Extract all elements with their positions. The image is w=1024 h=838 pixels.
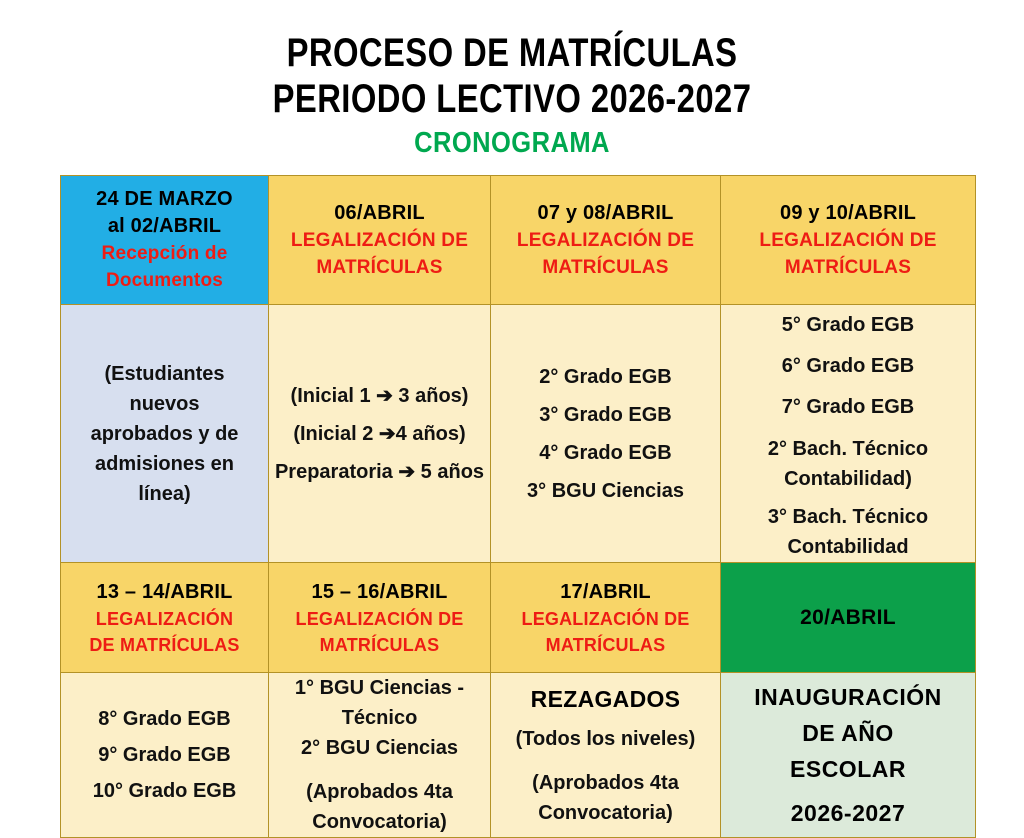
header-cell-07-08-abril[interactable] xyxy=(491,176,721,305)
header-cell-20-abril[interactable] xyxy=(721,563,976,673)
body-line: Técnico xyxy=(341,707,418,729)
date-label-line-1: 24 DE MARZO xyxy=(96,188,233,210)
date-label-line-1: 07 y 08/ABRIL xyxy=(537,201,674,224)
page-subtitle: CRONOGRAMA xyxy=(414,127,610,159)
body-line: (Estudiantes xyxy=(104,362,225,385)
activity-label-line-1: LEGALIZACIÓN DE xyxy=(290,229,469,251)
body-cell-bgu-1-2[interactable] xyxy=(269,673,491,838)
body-line: 3° Bach. Técnico xyxy=(767,506,929,528)
schedule-table xyxy=(60,175,976,838)
header-cell-24-marzo-02-abril[interactable] xyxy=(61,176,269,305)
page-title-line-1: PROCESO DE MATRÍCULAS xyxy=(286,31,738,75)
header-cell-15-16-abril[interactable] xyxy=(269,563,491,673)
activity-label-line-1: LEGALIZACIÓN xyxy=(95,608,234,629)
body-line: 8° Grado EGB xyxy=(98,708,231,730)
body-line: línea) xyxy=(138,482,191,505)
date-label-line-1: 09 y 10/ABRIL xyxy=(780,201,916,224)
note-line: Convocatoria) xyxy=(538,802,673,824)
body-line: 5° Grado EGB xyxy=(781,314,915,336)
body-line: 6° Grado EGB xyxy=(781,355,915,377)
body-cell-grados-2-4-bgu3[interactable] xyxy=(491,305,721,563)
body-cell-estudiantes-nuevos[interactable] xyxy=(61,305,269,563)
body-line: 10° Grado EGB xyxy=(92,780,237,802)
activity-label-line-1: LEGALIZACIÓN DE xyxy=(516,229,695,251)
body-cell-inicial-preparatoria[interactable] xyxy=(269,305,491,563)
activity-label-line-2: DE MATRÍCULAS xyxy=(89,634,240,655)
body-title: REZAGADOS xyxy=(530,686,681,712)
header-cell-17-abril[interactable] xyxy=(491,563,721,673)
body-line: ESCOLAR xyxy=(790,756,906,782)
body-line: 2° Grado EGB xyxy=(539,365,672,388)
body-line: (Inicial 2 ➔4 años) xyxy=(293,422,466,445)
note-line: (Aprobados 4ta xyxy=(532,772,679,794)
table-row-header-1 xyxy=(61,176,976,305)
body-line: Preparatoria ➔ 5 años xyxy=(274,460,485,483)
activity-label-line-2: MATRÍCULAS xyxy=(545,634,666,655)
page-title-line-2: PERIODO LECTIVO 2026-2027 xyxy=(272,77,752,121)
activity-label-line-2: Documentos xyxy=(105,270,224,291)
body-line: 2° BGU Ciencias xyxy=(301,737,458,759)
body-line: aprobados y de xyxy=(90,422,239,445)
body-line: INAUGURACIÓN xyxy=(754,684,942,710)
body-line: 9° Grado EGB xyxy=(98,744,231,766)
table-row-body-1 xyxy=(61,305,976,563)
body-line: 1° BGU Ciencias - xyxy=(294,677,465,699)
activity-label-line-2: MATRÍCULAS xyxy=(542,256,669,278)
body-line: admisiones en xyxy=(95,452,234,475)
activity-label-line-2: MATRÍCULAS xyxy=(319,634,440,655)
body-line: 7° Grado EGB xyxy=(781,396,915,418)
table-row-body-2 xyxy=(61,673,976,838)
body-cell-rezagados[interactable] xyxy=(491,673,721,838)
body-cell-inauguracion[interactable] xyxy=(721,673,976,838)
body-line: (Inicial 1 ➔ 3 años) xyxy=(290,384,469,407)
body-line: 3° BGU Ciencias xyxy=(527,479,684,502)
body-line: 2° Bach. Técnico xyxy=(767,438,929,460)
date-label-line-2: al 02/ABRIL xyxy=(107,215,222,237)
header-cell-09-10-abril[interactable] xyxy=(721,176,976,305)
date-label-line-1: 15 – 16/ABRIL xyxy=(311,580,448,603)
date-label-line-1: 06/ABRIL xyxy=(334,201,425,224)
body-line: 4° Grado EGB xyxy=(539,441,672,464)
activity-label-line-2: MATRÍCULAS xyxy=(316,256,443,278)
body-cell-grados-8-10[interactable] xyxy=(61,673,269,838)
body-line: 2026-2027 xyxy=(790,800,906,826)
header-cell-13-14-abril[interactable] xyxy=(61,563,269,673)
activity-label-line-1: LEGALIZACIÓN DE xyxy=(521,608,690,629)
header-cell-06-abril[interactable] xyxy=(269,176,491,305)
activity-label-line-1: LEGALIZACIÓN DE xyxy=(759,229,937,251)
body-line: Contabilidad) xyxy=(784,468,912,490)
activity-label-line-1: LEGALIZACIÓN DE xyxy=(295,608,464,629)
spacer xyxy=(491,754,720,768)
activity-label-line-1: Recepción de xyxy=(101,243,228,264)
body-line: (Todos los niveles) xyxy=(515,728,696,750)
table-row-header-2 xyxy=(61,563,976,673)
body-cell-grados-5-7-bachillerato[interactable] xyxy=(721,305,976,563)
body-line: 3° Grado EGB xyxy=(539,403,672,426)
body-line: nuevos xyxy=(129,392,200,415)
note-line: Convocatoria) xyxy=(312,811,447,833)
body-line: Contabilidad xyxy=(787,536,909,558)
date-label-line-1: 17/ABRIL xyxy=(560,580,651,603)
poster-header xyxy=(0,30,1024,162)
spacer xyxy=(269,763,490,777)
date-label-line-1: 20/ABRIL xyxy=(800,605,896,629)
activity-label-line-2: MATRÍCULAS xyxy=(784,256,912,278)
body-line: DE AÑO xyxy=(802,720,894,746)
note-line: (Aprobados 4ta xyxy=(306,781,453,803)
date-label-line-1: 13 – 14/ABRIL xyxy=(96,580,233,603)
